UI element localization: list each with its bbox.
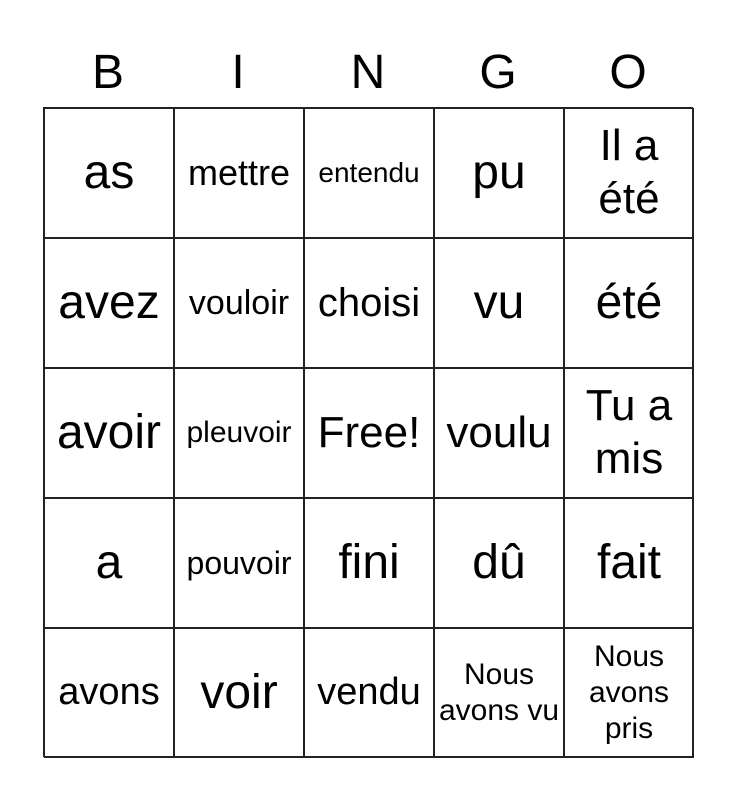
bingo-cell[interactable]: pleuvoir xyxy=(174,368,304,498)
bingo-cell[interactable]: choisi xyxy=(304,238,434,368)
bingo-cell[interactable]: fait xyxy=(564,498,694,628)
bingo-cell[interactable]: vendu xyxy=(304,628,434,758)
bingo-cell[interactable]: vouloir xyxy=(174,238,304,368)
header-letter-o: O xyxy=(609,46,647,99)
bingo-cell[interactable]: pouvoir xyxy=(174,498,304,628)
bingo-cell[interactable]: fini xyxy=(304,498,434,628)
bingo-cell[interactable]: Nous avons vu xyxy=(434,628,564,758)
bingo-cell[interactable]: voir xyxy=(174,628,304,758)
bingo-cell[interactable]: entendu xyxy=(304,108,434,238)
header-letter-g: G xyxy=(479,46,517,99)
header-letter-i: I xyxy=(231,46,245,99)
bingo-cell[interactable]: vu xyxy=(434,238,564,368)
bingo-cell[interactable]: a xyxy=(44,498,174,628)
bingo-cell[interactable]: dû xyxy=(434,498,564,628)
bingo-cell[interactable]: avez xyxy=(44,238,174,368)
bingo-header xyxy=(43,42,693,104)
bingo-cell[interactable]: avons xyxy=(44,628,174,758)
bingo-cell[interactable]: pu xyxy=(434,108,564,238)
header-letter-n: N xyxy=(350,46,386,99)
bingo-cell[interactable]: été xyxy=(564,238,694,368)
bingo-cell[interactable]: avoir xyxy=(44,368,174,498)
bingo-cell[interactable]: mettre xyxy=(174,108,304,238)
header-letter-b: B xyxy=(91,46,124,99)
bingo-grid xyxy=(43,107,693,757)
bingo-cell[interactable]: Nous avons pris xyxy=(564,628,694,758)
bingo-cell[interactable]: Il a été xyxy=(564,108,694,238)
bingo-cell[interactable]: voulu xyxy=(434,368,564,498)
bingo-cell[interactable]: as xyxy=(44,108,174,238)
bingo-cell[interactable]: Tu a mis xyxy=(564,368,694,498)
bingo-free-cell[interactable]: Free! xyxy=(304,368,434,498)
